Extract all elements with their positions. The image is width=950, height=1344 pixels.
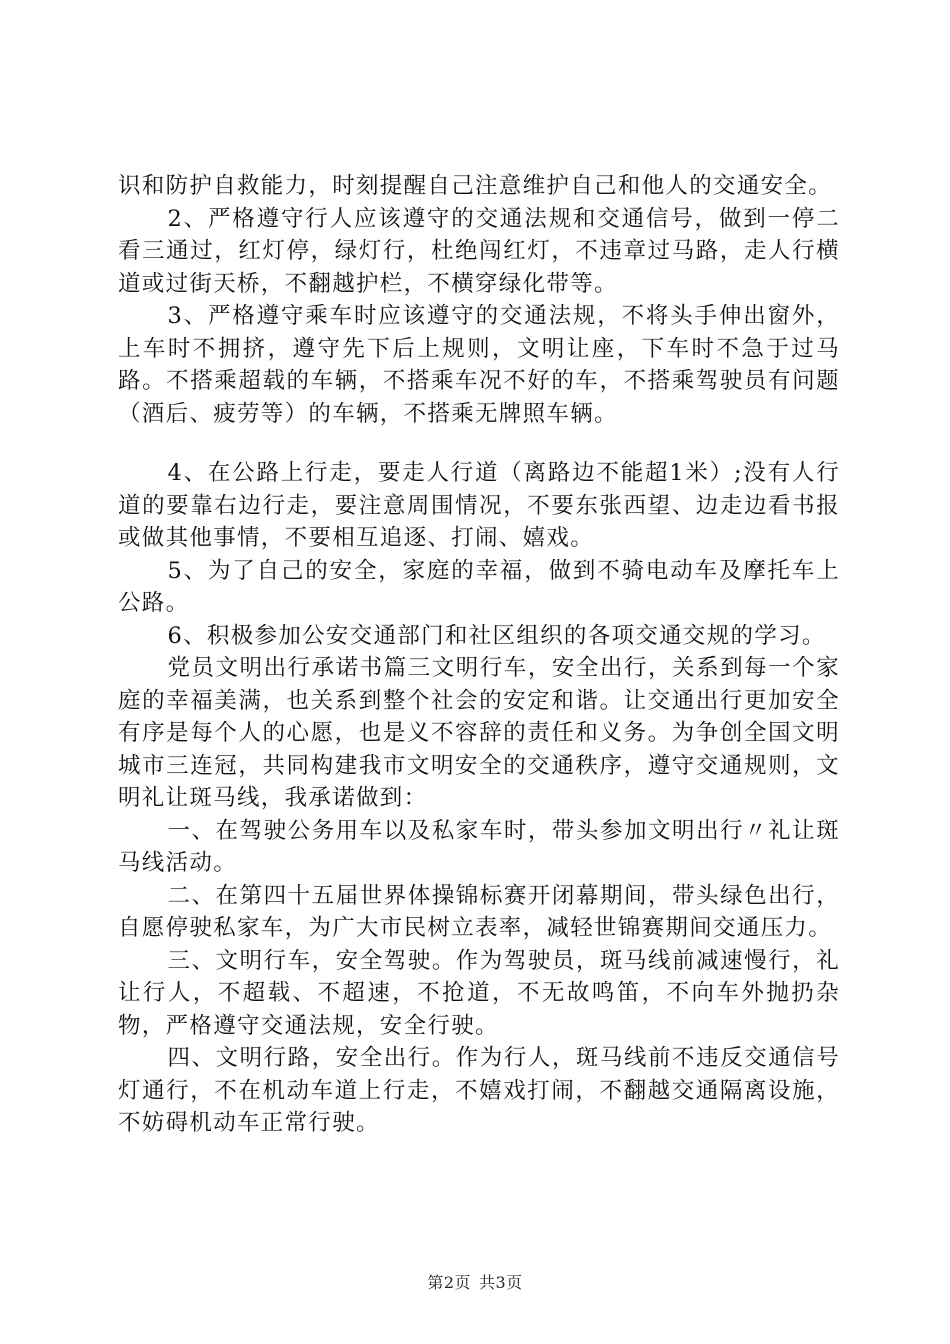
document-body <box>118 170 840 1140</box>
paragraph-item-4: 4、在公路上行走，要走人行道（离路边不能超1米）;没有人行道的要靠右边行走，要注意周围情况，不要东张西望、边走边看书报或做其他事情，不要相互追逐、打闹、嬉戏。 <box>118 460 840 551</box>
paragraph-pledge-intro: 党员文明出行承诺书篇三文明行车，安全出行，关系到每一个家庭的幸福美满，也关系到整个社会的安定和谐。让交通出行更加安全有序是每个人的心愿，也是义不容辞的责任和义务。为争创全国文明城市三连冠，共同构建我市文明安全的交通秩序，遵守交通规则，文明礼让斑马线，我承诺做到： <box>118 655 840 811</box>
page-number: 第2页 <box>427 1273 471 1292</box>
paragraph-pledge-4: 四、文明行路，安全出行。作为行人，斑马线前不违反交通信号灯通行，不在机动车道上行走，不嬉戏打闹，不翻越交通隔离设施，不妨碍机动车正常行驶。 <box>118 1045 840 1136</box>
paragraph-item-6: 6、积极参加公安交通部门和社区组织的各项交通交规的学习。 <box>167 622 826 649</box>
paragraph-continuation: 识和防护自救能力，时刻提醒自己注意维护自己和他人的交通安全。 <box>118 173 833 199</box>
paragraph-pledge-3: 三、文明行车，安全驾驶。作为驾驶员，斑马线前减速慢行，礼让行人，不超载、不超速，不抢道，不无故鸣笛，不向车外抛扔杂物，严格遵守交通法规，安全行驶。 <box>118 947 840 1039</box>
paragraph-pledge-1: 一、在驾驶公务用车以及私家车时，带头参加文明出行〃礼让斑马线活动。 <box>118 817 840 876</box>
paragraph-item-2: 2、严格遵守行人应该遵守的交通法规和交通信号，做到一停二看三通过，红灯停，绿灯行，杜绝闯红灯，不违章过马路，走人行横道或过街天桥，不翻越护栏，不横穿绿化带等。 <box>118 205 840 297</box>
page-total: 共3页 <box>479 1273 523 1292</box>
paragraph-item-3: 3、严格遵守乘车时应该遵守的交通法规，不将头手伸出窗外，上车时不拥挤，遵守先下后上规则，文明让座，下车时不急于过马路。不搭乘超载的车辆，不搭乘车况不好的车，不搭乘驾驶员有问题（酒后、疲劳等）的车辆，不搭乘无牌照车辆。 <box>118 303 840 427</box>
page-footer <box>0 1273 950 1293</box>
paragraph-spacer <box>118 430 840 457</box>
paragraph-pledge-2: 二、在第四十五届世界体操锦标赛开闭幕期间，带头绿色出行，自愿停驶私家车，为广大市民树立表率，减轻世锦赛期间交通压力。 <box>118 882 840 941</box>
paragraph-item-5: 5、为了自己的安全，家庭的幸福，做到不骑电动车及摩托车上公路。 <box>118 557 840 616</box>
